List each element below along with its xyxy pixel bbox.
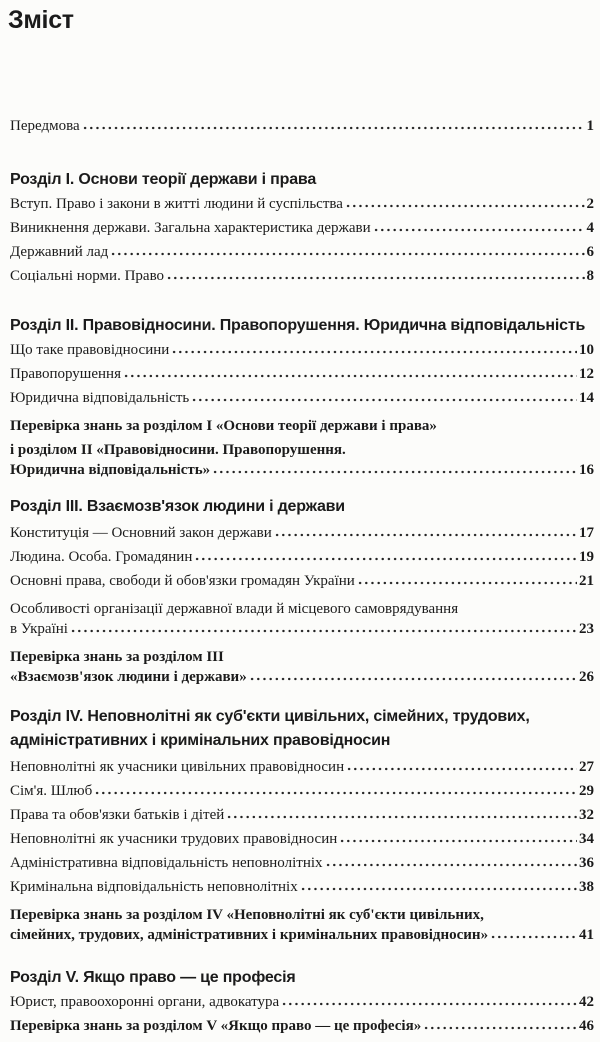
toc-section	[10, 705, 594, 951]
dot-leader	[357, 575, 577, 585]
entry-title: Сім'я. Шлюб	[10, 783, 93, 799]
toc-entry[interactable]	[10, 268, 594, 292]
dot-leader	[212, 464, 577, 474]
toc-entry[interactable]	[10, 342, 594, 366]
entry-page: 41	[579, 927, 594, 943]
toc-entry[interactable]	[10, 783, 594, 807]
dot-leader	[123, 368, 577, 378]
dot-leader	[166, 270, 584, 280]
dot-leader	[171, 344, 577, 354]
toc-entry[interactable]	[10, 994, 594, 1018]
section-heading[interactable]	[10, 314, 594, 342]
page-title: Зміст	[8, 6, 74, 34]
entry-title: Неповнолітні як учасники цивільних правовідносин	[10, 759, 345, 775]
entry-title: сімейних, трудових, адміністративних і кримінальних правовідносин»	[10, 927, 489, 943]
entry-title: Адміністративна відповідальність неповнолітніх	[10, 855, 323, 871]
dot-leader	[345, 198, 585, 208]
toc-entry[interactable]	[10, 366, 594, 390]
dot-leader	[82, 120, 585, 130]
entry-title: Кримінальна відповідальність неповнолітніх	[10, 879, 298, 895]
entry-page: 27	[579, 759, 594, 775]
dot-leader	[94, 785, 577, 795]
section-heading-line: Розділ V. Якщо право — це професія	[10, 969, 296, 986]
dot-leader	[325, 857, 577, 867]
entry-page: 1	[586, 118, 594, 134]
toc-entry[interactable]	[10, 220, 594, 244]
entry-page: 36	[579, 855, 594, 871]
section-heading[interactable]	[10, 705, 594, 759]
entry-page: 46	[579, 1018, 594, 1034]
toc-entry[interactable]	[10, 414, 594, 486]
entry-page: 6	[586, 244, 594, 260]
dot-leader	[194, 551, 577, 561]
entry-title-line: Перевірка знань за розділом III	[10, 649, 224, 665]
dot-leader	[191, 392, 577, 402]
entry-title: Державний лад	[10, 244, 109, 260]
entry-page: 42	[579, 994, 594, 1010]
entry-title: Вступ. Право і закони в житті людини й суспільства	[10, 196, 343, 212]
toc-entry[interactable]	[10, 1018, 594, 1042]
entry-title: Соціальні норми. Право	[10, 268, 165, 284]
dot-leader	[423, 1020, 577, 1030]
dot-leader	[339, 833, 577, 843]
entry-title: Неповнолітні як учасники трудових правовідносин	[10, 831, 338, 847]
dot-leader	[300, 881, 577, 891]
dot-leader	[70, 623, 577, 633]
toc-entry[interactable]	[10, 196, 594, 220]
section-heading-line: Розділ II. Правовідносини. Правопорушення. Юридична відповідальність	[10, 317, 586, 334]
dot-leader	[373, 222, 585, 232]
toc-entry[interactable]	[10, 573, 594, 597]
toc-section	[10, 966, 594, 1042]
entry-page: 10	[579, 342, 594, 358]
toc-entry[interactable]	[10, 807, 594, 831]
entry-page: 38	[579, 879, 594, 895]
entry-page: 14	[579, 390, 594, 406]
entry-page: 21	[579, 573, 594, 589]
entry-title: Виникнення держави. Загальна характеристика держави	[10, 220, 371, 236]
entry-page: 4	[586, 220, 594, 236]
entry-title-line: Перевірка знань за розділом I «Основи теорії держави і права»	[10, 418, 437, 434]
entry-page: 8	[586, 268, 594, 284]
entry-title: Юридична відповідальність	[10, 390, 190, 406]
section-heading-line: адміністративних і кримінальних правовідносин	[10, 732, 391, 749]
entry-page: 2	[586, 196, 594, 212]
entry-title: Юридична відповідальність»	[10, 462, 211, 478]
entry-page: 16	[579, 462, 594, 478]
toc-section	[10, 168, 594, 292]
entry-title: Права та обов'язки батьків і дітей	[10, 807, 225, 823]
entry-title: Правопорушення	[10, 366, 121, 382]
entry-page: 12	[579, 366, 594, 382]
toc-section	[10, 495, 594, 693]
entry-page: 23	[579, 621, 594, 637]
section-heading[interactable]	[10, 495, 594, 525]
entry-page: 34	[579, 831, 594, 847]
dot-leader	[274, 527, 577, 537]
entry-title: Конституція — Основний закон держави	[10, 525, 272, 541]
toc-section	[10, 314, 594, 486]
section-heading-line: Розділ III. Взаємозв'язок людини і держави	[10, 498, 345, 515]
entry-page: 19	[579, 549, 594, 565]
entry-title: Перевірка знань за розділом V «Якщо право — це професія»	[10, 1018, 422, 1034]
toc-entry[interactable]	[10, 390, 594, 414]
entry-title-line: Особливості організації державної влади й місцевого самоврядування	[10, 601, 459, 617]
entry-title-line: і розділом II «Правовідносини. Правопорушення.	[10, 442, 346, 458]
toc-entry[interactable]	[10, 525, 594, 549]
toc-entry[interactable]	[10, 645, 594, 693]
entry-title: Юрист, правоохоронні органи, адвокатура	[10, 994, 280, 1010]
toc-entry[interactable]	[10, 759, 594, 783]
entry-title: «Взаємозв'язок людини і держави»	[10, 669, 247, 685]
section-heading-line: Розділ IV. Неповнолітні як суб'єкти цивільних, сімейних, трудових,	[10, 708, 530, 725]
toc-entry[interactable]	[10, 549, 594, 573]
entry-title: в Україні	[10, 621, 68, 637]
entry-title: Людина. Особа. Громадянин	[10, 549, 193, 565]
dot-leader	[110, 246, 584, 256]
dot-leader	[281, 996, 577, 1006]
toc-entry[interactable]	[10, 597, 594, 645]
toc-entry[interactable]	[10, 855, 594, 879]
dot-leader	[490, 929, 577, 939]
entry-title: Що таке правовідносини	[10, 342, 170, 358]
section-heading[interactable]	[10, 168, 594, 196]
entry-page: 29	[579, 783, 594, 799]
toc-entry[interactable]	[10, 831, 594, 855]
dot-leader	[226, 809, 577, 819]
dot-leader	[249, 671, 577, 681]
section-heading-line: Розділ I. Основи теорії держави і права	[10, 171, 317, 188]
entry-page: 17	[579, 525, 594, 541]
toc-entry[interactable]	[10, 879, 594, 903]
entry-title: Основні права, свободи й обов'язки громадян України	[10, 573, 355, 589]
preface-entry[interactable]	[10, 118, 594, 142]
dot-leader	[346, 761, 577, 771]
entry-title: Передмова	[10, 118, 80, 134]
toc-entry[interactable]	[10, 903, 594, 951]
entry-title-line: Перевірка знань за розділом IV «Неповнолітні як суб'єкти цивільних,	[10, 907, 484, 923]
toc-entry[interactable]	[10, 244, 594, 268]
entry-page: 26	[579, 669, 594, 685]
section-heading[interactable]	[10, 966, 594, 994]
entry-page: 32	[579, 807, 594, 823]
